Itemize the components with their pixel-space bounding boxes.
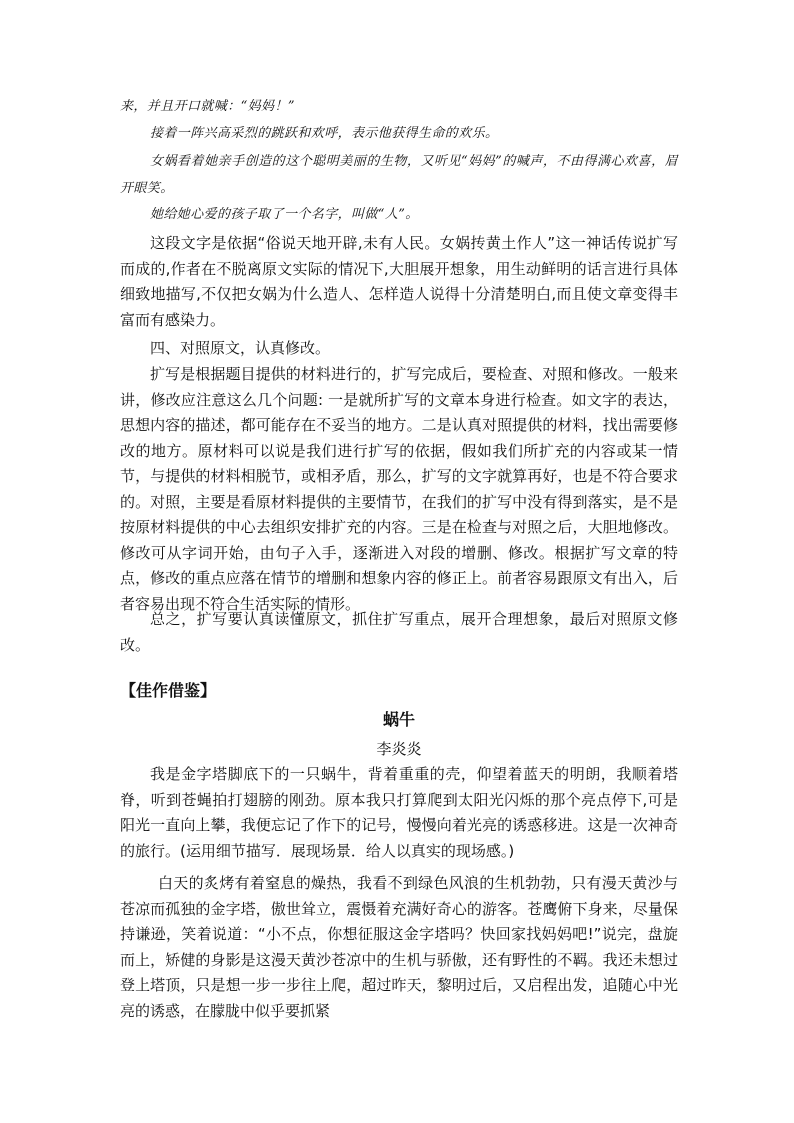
quote-line-4: 她给她心爱的孩子取了一个名字，叫做“人”。 — [150, 207, 419, 222]
quote-line-3: 女娲看着她亲手创造的这个聪明美丽的生物，又听见“妈妈”的喊声，不由得满心欢喜，眉开眼笑。 — [120, 154, 678, 196]
showcase-heading: 【佳作借鉴】 — [120, 681, 217, 700]
analysis-paragraph: 这段文字是依据“俗说天地开辟,未有人民。女娲抟黄土作人”这一神话传说扩写而成的,作者在不脱离原文实际的情况下,大胆展开想象，用生动鲜明的话言进行具体细致地描写,不仅把女娲为什么造人、怎样造人说得十分清楚明白,而且使文章变得丰富而有感染力。 — [120, 234, 678, 329]
essay-title: 蜗牛 — [382, 710, 415, 729]
quote-line-1: 来，并且开口就喊：“妈妈！” — [120, 99, 295, 114]
section-4-summary: 总之，扩写要认真读懂原文，抓住扩写重点，展开合理想象，最后对照原文修改。 — [120, 610, 678, 654]
section-4-body: 扩写是根据题目提供的材料进行的，扩写完成后，要检查、对照和修改。一般来讲，修改应注意这么几个问题: 一是就所扩写的文章本身进行检查。如文字的表达，思想内容的描述，都可能存在不妥当的地方。二是认真对照提供的材料，找出需要修改的地方。原材料可以说是我们进行扩写的依据，假如我们所扩充的内容或某一情节，与提供的材料相脱节，或相矛盾，那么，扩写的文字就算再好，也是不符合要求的。对照，主要是看原材料提供的主要情节，在我们的扩写中没有得到落实，是不是按原材料提供的中心去组织安排扩充的内容。三是在检查与对照之后，大胆地修改。修改可从字词开始，由句子入手，逐渐进入对段的增删、修改。根据扩写文章的特点，修改的重点应落在情节的增删和想象内容的修正上。前者容易跟原文有出入，后者容易出现不符合生活实际的情形。 — [120, 365, 678, 613]
section-4-title: 四、对照原文，认真修改。 — [150, 339, 331, 357]
quote-line-2: 接着一阵兴高采烈的跳跃和欢呼，表示他获得生命的欢乐。 — [150, 126, 499, 141]
essay-paragraph-2: 白天的炙烤有着窒息的燥热，我看不到绿色风浪的生机勃勃，只有漫天黄沙与苍凉而孤独的金字塔，傲世耸立，震慑着充满好奇心的游客。苍鹰俯下身来，尽量保持谦逊，笑着说道：“小不点，你想征服这金字塔吗？快回家找妈妈吧!”说完，盘旋而上，矫健的身影是这漫天黄沙苍凉中的生机与骄傲，还有野性的不羁。我还未想过登上塔顶，只是想一步一步往上爬，超过昨天，黎明过后，又启程出发，追随心中光亮的诱惑，在朦胧中似乎要抓紧 — [120, 874, 678, 1020]
essay-author: 李炎炎 — [376, 740, 422, 758]
essay-paragraph-1: 我是金字塔脚底下的一只蜗牛，背着重重的壳，仰望着蓝天的明朗，我顺着塔脊，听到苍蝇拍打翅膀的刚劲。原本我只打算爬到太阳光闪烁的那个亮点停下,可是阳光一直向上攀，我便忘记了作下的记号，慢慢向着光亮的诱惑移进。这是一次神奇的旅行。(运用细节描写．展现场景．给人以真实的现场感。) — [120, 765, 678, 860]
